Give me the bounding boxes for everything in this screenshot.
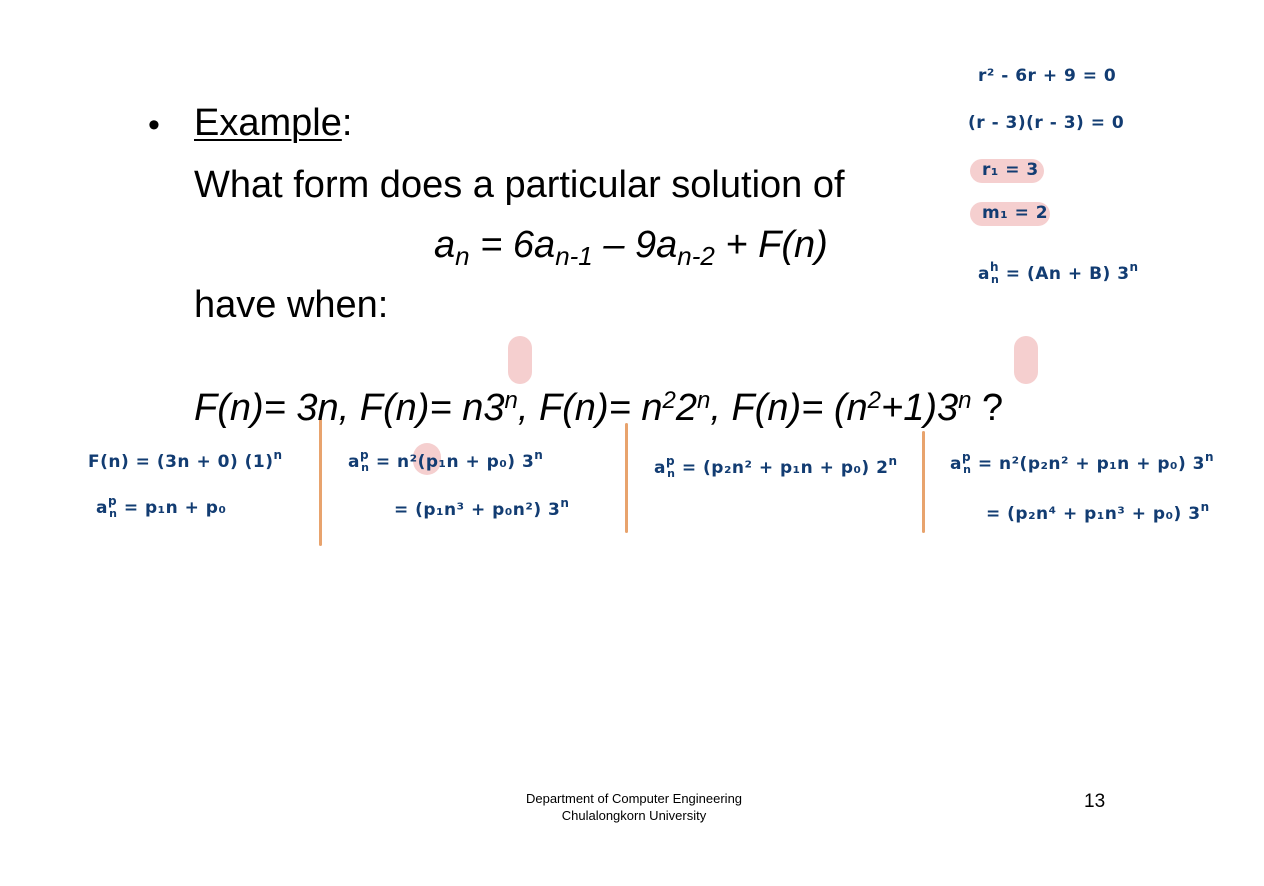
- root-multiplicity: m₁ = 2: [982, 203, 1049, 223]
- eq-sub1: n-1: [555, 241, 593, 271]
- eq-lhs-sub: n: [455, 241, 470, 271]
- f-part4: , F(n)= (n: [710, 387, 868, 429]
- example-colon: :: [341, 102, 353, 144]
- f-base2: 3: [937, 387, 959, 429]
- hom-sup: h: [989, 260, 1000, 274]
- hom-rest: = (An + B) 3: [999, 264, 1130, 284]
- col3-line1-text: = (p₂n² + p₁n + p₀) 2: [675, 458, 889, 478]
- f-part2: , F(n)= n: [517, 387, 663, 429]
- col4-ap-sub: n: [963, 463, 972, 476]
- eq-term1: = 6a: [469, 224, 556, 266]
- col4-line1-exp: n: [1205, 450, 1215, 464]
- col1-line1-exp: n: [273, 448, 283, 462]
- page-number: 13: [1084, 791, 1106, 812]
- question-line-2: have when:: [194, 284, 389, 326]
- eq-term2: – 9a: [592, 224, 678, 266]
- col3-line1-exp: n: [888, 454, 898, 468]
- col2-expanded-form: [394, 496, 569, 520]
- col4-line2-text: = (p₂n⁴ + p₁n³ + p₀) 3: [986, 504, 1201, 524]
- hom-sub: n: [991, 273, 1000, 286]
- column-divider-2: [625, 423, 628, 533]
- col2-line2-text: = (p₁n³ + p₀n²) 3: [394, 500, 561, 520]
- col2-line1-text: (p₁n + p₀) 3: [417, 452, 535, 472]
- slide-footer: [484, 790, 784, 824]
- col1-ap-sub: n: [109, 507, 118, 520]
- col4-particular-form: [950, 450, 1214, 476]
- bullet-point: •: [148, 106, 160, 144]
- footer-university: Chulalongkorn University: [561, 808, 707, 823]
- col2-n-squared: n²: [397, 452, 418, 472]
- hom-a: a: [978, 264, 990, 284]
- eq-rhs: + F(n): [714, 224, 828, 266]
- col4-line1-text: = n²(p₂n² + p₁n + p₀) 3: [971, 454, 1205, 474]
- f-exp3: n: [696, 387, 711, 414]
- col1-forcing-form: [88, 448, 283, 472]
- col3-ap-a: a: [654, 458, 666, 478]
- col4-ap-sup: p: [961, 450, 972, 464]
- column-divider-3: [922, 431, 925, 533]
- footer-department: Department of Computer Engineering: [525, 791, 743, 806]
- eq-lhs: a: [434, 224, 456, 266]
- hom-exp: n: [1129, 260, 1139, 274]
- f-part3: 2: [675, 387, 697, 429]
- col4-expanded-form: [986, 500, 1210, 524]
- col1-ap-sup: p: [107, 494, 118, 508]
- col2-ap-a: a: [348, 452, 360, 472]
- f-exp1: n: [504, 387, 518, 414]
- col4-line2-exp: n: [1200, 500, 1210, 514]
- column-divider-1: [319, 418, 322, 546]
- f-end: ?: [971, 387, 1004, 429]
- f-part1: F(n)= 3n, F(n)= n: [194, 387, 484, 429]
- col2-line2-exp: n: [560, 496, 570, 510]
- col3-ap-sub: n: [667, 467, 676, 480]
- f-base1: 3: [483, 387, 505, 429]
- example-label: Example: [194, 102, 342, 144]
- f-exp2: 2: [662, 387, 676, 414]
- factored-equation: (r - 3)(r - 3) = 0: [968, 113, 1125, 133]
- col3-ap-sup: p: [665, 454, 676, 468]
- question-line-1: What form does a particular solution of: [194, 164, 845, 206]
- col2-particular-form: [348, 448, 543, 474]
- col1-particular-form: [96, 494, 226, 520]
- f-exp5: n: [958, 387, 972, 414]
- col1-ap-a: a: [96, 498, 108, 518]
- col2-line1-exp: n: [534, 448, 544, 462]
- col1-line1-text: F(n) = (3n + 0) (1): [88, 452, 274, 472]
- col2-ap-sup: p: [359, 448, 370, 462]
- homogeneous-solution: [978, 260, 1139, 286]
- root-value: r₁ = 3: [982, 160, 1039, 180]
- recurrence-equation: [434, 226, 1264, 269]
- f-part5: +1): [881, 387, 937, 429]
- f-cases-line: [194, 389, 1264, 427]
- highlight-base-3-first: [508, 336, 532, 384]
- eq-sub2: n-2: [677, 241, 715, 271]
- highlight-base-3-second: [1014, 336, 1038, 384]
- col2-eq-sign: =: [369, 452, 398, 472]
- col2-ap-sub: n: [361, 461, 370, 474]
- col4-ap-a: a: [950, 454, 962, 474]
- example-heading: [194, 104, 352, 142]
- col1-line2-text: = p₁n + p₀: [117, 498, 227, 518]
- characteristic-equation: r² - 6r + 9 = 0: [978, 66, 1117, 86]
- f-exp4: 2: [867, 387, 882, 414]
- col3-particular-form: [654, 454, 898, 480]
